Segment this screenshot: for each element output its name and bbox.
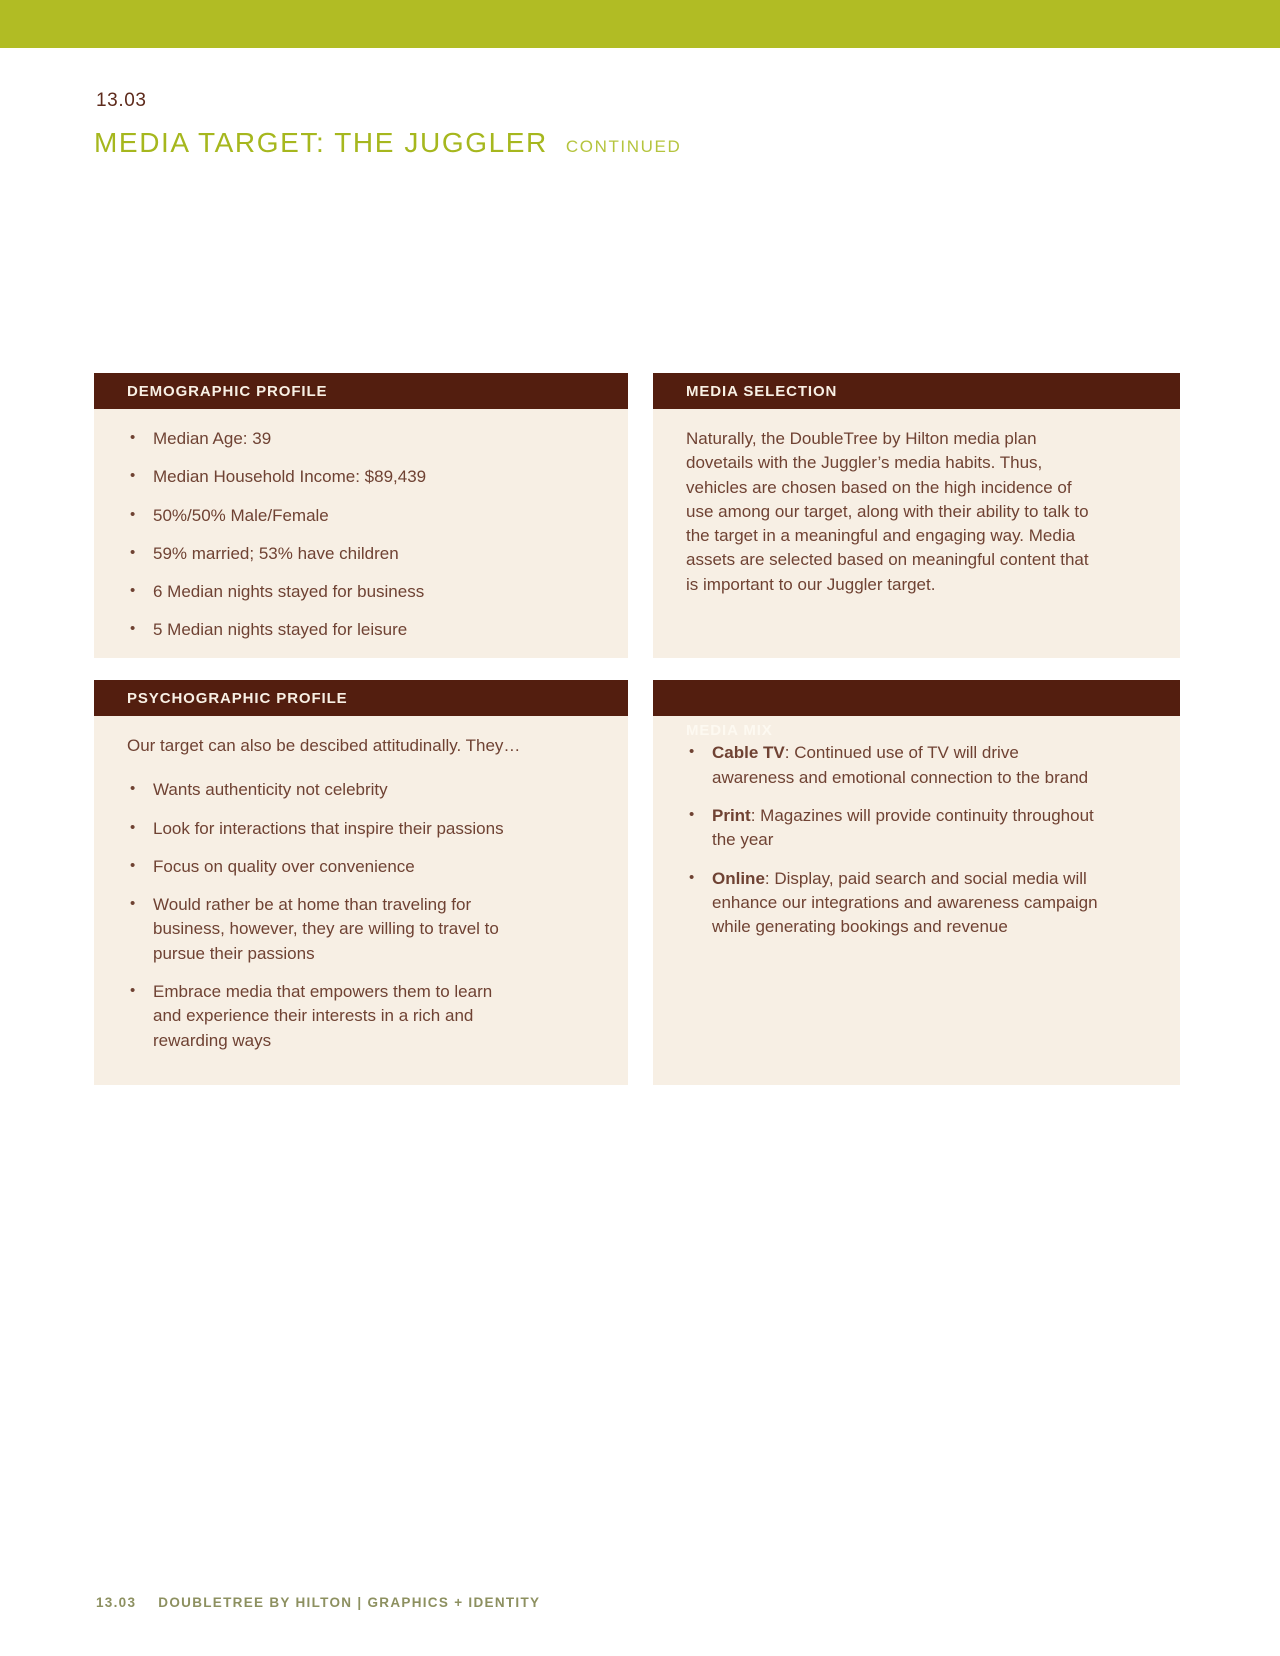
media-selection-header: MEDIA SELECTION <box>653 373 1180 409</box>
bullet-item <box>686 867 1104 940</box>
media-mix-text: : Continued use of TV will drive awareness and emotional connection to the brand <box>712 743 1089 787</box>
bullet-item: • 59% married; 53% have children <box>127 542 604 566</box>
bullet-item: • Look for interactions that inspire their passions <box>127 817 518 841</box>
page-title-continued: CONTINUED <box>565 137 682 156</box>
bullet-item: • Wants authenticity not celebrity <box>127 778 518 802</box>
media-selection-body <box>653 409 1180 658</box>
demographic-profile-panel <box>94 373 628 658</box>
media-mix-text: : Magazines will provide continuity throughout the year <box>712 806 1094 850</box>
bullet-item: • Median Age: 39 <box>127 427 604 451</box>
demographic-profile-body <box>94 409 628 658</box>
psychographic-intro: Our target can also be descibed attitudinally. They… <box>127 736 521 755</box>
psychographic-bullet-list <box>127 778 604 1053</box>
page-title <box>94 127 681 159</box>
demographic-bullet-list <box>127 427 604 643</box>
bullet-item: • 6 Median nights stayed for business <box>127 580 604 604</box>
bullet-item: • Embrace media that empowers them to learn and experience their interests in a rich and rewarding ways <box>127 980 518 1053</box>
media-mix-header-bar <box>653 680 1180 716</box>
page-footer <box>96 1595 540 1610</box>
bullet-item: • 5 Median nights stayed for leisure <box>127 618 604 642</box>
media-selection-panel <box>653 373 1180 658</box>
demographic-profile-header: DEMOGRAPHIC PROFILE <box>94 373 628 409</box>
bullet-item: • Focus on quality over convenience <box>127 855 518 879</box>
media-mix-panel <box>653 680 1180 1085</box>
bullet-item: • Median Household Income: $89,439 <box>127 465 604 489</box>
bullet-item <box>686 741 1104 790</box>
footer-section-number: 13.03 <box>96 1595 137 1610</box>
media-mix-body <box>653 716 1180 1085</box>
bullet-item: • Would rather be at home than traveling for business, however, they are willing to travel to pursue their passions <box>127 893 518 966</box>
psychographic-profile-panel <box>94 680 628 1085</box>
media-mix-label: Cable TV <box>712 743 785 763</box>
psychographic-profile-header: PSYCHOGRAPHIC PROFILE <box>94 680 628 716</box>
media-mix-bullet-list <box>686 741 1156 939</box>
bullet-item <box>686 804 1104 853</box>
psychographic-profile-body <box>94 716 628 1085</box>
bullet-item: • 50%/50% Male/Female <box>127 504 604 528</box>
media-mix-text: : Display, paid search and social media will enhance our integrations and awareness campaign while generating bookings and revenue <box>712 868 1098 937</box>
footer-text: DOUBLETREE BY HILTON | GRAPHICS + IDENTITY <box>158 1595 541 1610</box>
media-mix-label: Print <box>712 806 751 826</box>
page-title-text: MEDIA TARGET: THE JUGGLER <box>94 127 548 158</box>
media-selection-paragraph: Naturally, the DoubleTree by Hilton media plan dovetails with the Juggler’s media habits. Thus, vehicles are chosen based on the high incidence of use among our target, along with their ability to talk to the target in a meaningful and engaging way. Media assets are selected based on meaningful content that is important to our Juggler target. <box>686 429 1089 594</box>
section-number: 13.03 <box>96 90 147 111</box>
top-accent-bar <box>0 0 1280 48</box>
media-mix-header-label: MEDIA MIX <box>686 722 773 739</box>
media-mix-label: Online <box>712 868 765 888</box>
